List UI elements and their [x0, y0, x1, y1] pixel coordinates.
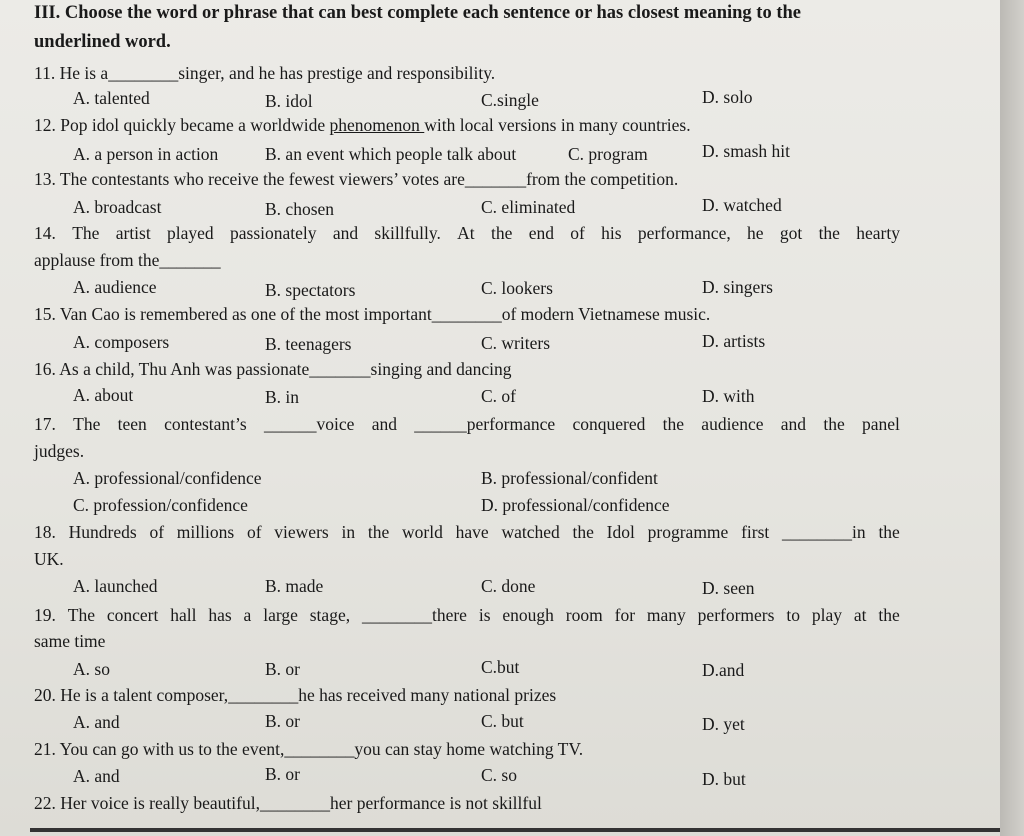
question-text: 22. Her voice is really beautiful,	[34, 793, 260, 813]
word: Idol	[606, 522, 635, 542]
word: 19.	[34, 605, 56, 625]
option-d: D. singers	[702, 277, 773, 297]
word: 18.	[34, 522, 56, 542]
word: audience	[701, 414, 764, 434]
bottom-rule	[30, 828, 1000, 832]
word: the	[490, 223, 513, 243]
option-b: B. or	[265, 764, 300, 784]
option-c: C. program	[568, 144, 648, 164]
word: 17.	[34, 414, 56, 434]
question-text: 20. He is a talent composer,	[34, 685, 229, 705]
option-c: C. profession/confidence	[73, 495, 248, 515]
word: got	[779, 223, 803, 243]
question-text: 12. Pop idol quickly became a worldwide	[34, 115, 330, 135]
option-b: B. professional/confident	[481, 468, 658, 488]
word: performers	[697, 605, 775, 625]
word: many	[646, 605, 686, 625]
option-a: A. and	[73, 766, 120, 786]
question-19-line-1	[34, 604, 900, 626]
option-b: B. teenagers	[265, 334, 352, 354]
option-d: D. watched	[702, 195, 782, 215]
word: room	[565, 605, 603, 625]
option-b: B. made	[265, 576, 324, 596]
question-18-line-2: UK.	[34, 549, 64, 569]
option-c: C.but	[481, 657, 520, 677]
section-title-line-1: III. Choose the word or phrase that can best complete each sentence or has closest meaning to the	[34, 3, 802, 23]
question-14-line-1	[34, 222, 900, 244]
word: of	[570, 223, 585, 243]
word: artist	[115, 223, 151, 243]
word: conquered	[572, 414, 646, 434]
word: ______voice	[264, 414, 355, 434]
word: skillfully.	[374, 223, 441, 243]
word: At	[457, 223, 475, 243]
question-text: 11. He is a	[34, 63, 109, 83]
question-text: her performance is not skillful	[329, 793, 542, 813]
section-title-line-2: underlined word.	[34, 32, 171, 52]
option-a: A. launched	[73, 576, 158, 596]
question-text: you can stay home watching TV.	[354, 739, 584, 759]
question-text: with local versions in many countries.	[424, 115, 691, 135]
option-d: D. solo	[702, 87, 753, 107]
option-d: D. professional/confidence	[481, 495, 670, 515]
option-c: C. eliminated	[481, 197, 576, 217]
word: ________there	[361, 605, 467, 625]
word: end	[528, 223, 554, 243]
option-c: C. so	[481, 765, 517, 785]
word: world	[402, 522, 443, 542]
word: at	[853, 605, 867, 625]
option-a: A. audience	[73, 277, 157, 297]
option-a: A. broadcast	[73, 197, 162, 217]
word: watched	[501, 522, 560, 542]
word: millions	[176, 522, 235, 542]
option-a: A. a person in action	[73, 144, 219, 164]
word: the	[662, 414, 685, 434]
word: the	[878, 605, 900, 625]
option-b: B. chosen	[265, 199, 335, 219]
question-20	[34, 684, 556, 706]
word: has	[208, 605, 232, 625]
word: played	[167, 223, 214, 243]
answer-blank: ________	[431, 304, 502, 324]
option-c: C. but	[481, 711, 524, 731]
word: Hundreds	[68, 522, 137, 542]
question-text: 16. As a child, Thu Anh was passionate	[34, 359, 310, 379]
option-d: D. but	[702, 769, 746, 789]
word: and	[780, 414, 807, 434]
word: and	[371, 414, 397, 434]
word: enough	[502, 605, 554, 625]
word: for	[614, 605, 636, 625]
answer-blank: ________	[108, 63, 179, 83]
word: ______performance	[414, 414, 556, 434]
word: first	[741, 522, 770, 542]
question-text: he has received many national prizes	[298, 685, 557, 705]
option-d: D. yet	[702, 714, 745, 734]
word: stage,	[309, 605, 351, 625]
word: of	[246, 522, 262, 542]
question-19-line-2: same time	[34, 631, 106, 651]
answer-blank: _______	[159, 250, 221, 270]
option-c: C. done	[481, 576, 536, 596]
word: a	[243, 605, 252, 625]
underlined-word: phenomenon	[329, 115, 425, 135]
word: in	[341, 522, 356, 542]
option-c: C. of	[481, 386, 516, 406]
word: the	[818, 223, 840, 243]
word: to	[786, 605, 800, 625]
word: large	[263, 605, 298, 625]
question-14-line-2	[34, 249, 221, 271]
word: 14.	[34, 223, 56, 243]
answer-blank: ________	[228, 685, 299, 705]
question-text: singer, and he has prestige and responsibility.	[178, 63, 496, 83]
word: ________in	[782, 522, 866, 542]
word: play	[811, 605, 842, 625]
word: hearty	[856, 223, 900, 243]
word: the	[823, 414, 845, 434]
question-18-line-1	[34, 521, 900, 543]
question-17-line-1	[34, 413, 900, 435]
word: passionately	[230, 223, 317, 243]
word: The	[73, 414, 101, 434]
option-b: B. or	[265, 711, 300, 731]
option-a: A. professional/confidence	[73, 468, 262, 488]
question-text: 15. Van Cao is remembered as one of the most important	[34, 304, 432, 324]
word: viewers	[274, 522, 329, 542]
word: contestant’s	[164, 414, 247, 434]
word: the	[572, 522, 594, 542]
option-a: A. so	[73, 659, 110, 679]
option-a: A. composers	[73, 332, 170, 352]
word: his	[601, 223, 622, 243]
word: the	[878, 522, 900, 542]
question-text: applause from the	[34, 250, 160, 270]
option-d: D. artists	[702, 331, 766, 351]
option-a: A. about	[73, 385, 134, 405]
word: have	[455, 522, 489, 542]
question-11	[34, 62, 495, 84]
option-b: B. spectators	[265, 280, 356, 300]
option-c: C. writers	[481, 333, 551, 353]
question-text: singing and dancing	[370, 359, 512, 379]
question-12	[34, 114, 691, 136]
question-text: from the competition.	[526, 169, 679, 189]
question-22	[34, 792, 542, 814]
option-a: A. talented	[73, 88, 150, 108]
word: the	[367, 522, 390, 542]
option-d: D. with	[702, 386, 755, 406]
word: performance,	[637, 223, 731, 243]
word: panel	[862, 414, 900, 434]
option-b: B. an event which people talk about	[265, 144, 517, 164]
word: The	[72, 223, 100, 243]
question-text: of modern Vietnamese music.	[501, 304, 711, 324]
word: he	[747, 223, 764, 243]
question-13	[34, 168, 678, 190]
answer-blank: _______	[464, 169, 527, 189]
word: and	[332, 223, 359, 243]
word: programme	[647, 522, 729, 542]
word: The	[67, 605, 95, 625]
answer-blank: _______	[309, 359, 371, 379]
page-edge	[1000, 0, 1024, 836]
option-d: D. smash hit	[702, 141, 790, 161]
word: teen	[117, 414, 147, 434]
question-21	[34, 738, 583, 760]
option-a: A. and	[73, 712, 120, 732]
option-c: C.single	[481, 90, 539, 110]
question-15	[34, 303, 710, 325]
question-17-line-2: judges.	[34, 441, 85, 461]
option-b: B. or	[265, 659, 300, 679]
option-b: B. in	[265, 387, 300, 407]
option-b: B. idol	[265, 91, 313, 111]
word: concert	[106, 605, 159, 625]
word: of	[149, 522, 165, 542]
option-d: D. seen	[702, 578, 755, 598]
option-c: C. lookers	[481, 278, 553, 298]
answer-blank: ________	[284, 739, 355, 759]
word: is	[478, 605, 491, 625]
question-text: 13. The contestants who receive the fewest viewers’ votes are	[34, 169, 465, 189]
question-16	[34, 358, 511, 380]
option-d: D.and	[702, 660, 745, 680]
question-text: 21. You can go with us to the event,	[34, 739, 285, 759]
word: hall	[170, 605, 197, 625]
answer-blank: ________	[259, 793, 330, 813]
